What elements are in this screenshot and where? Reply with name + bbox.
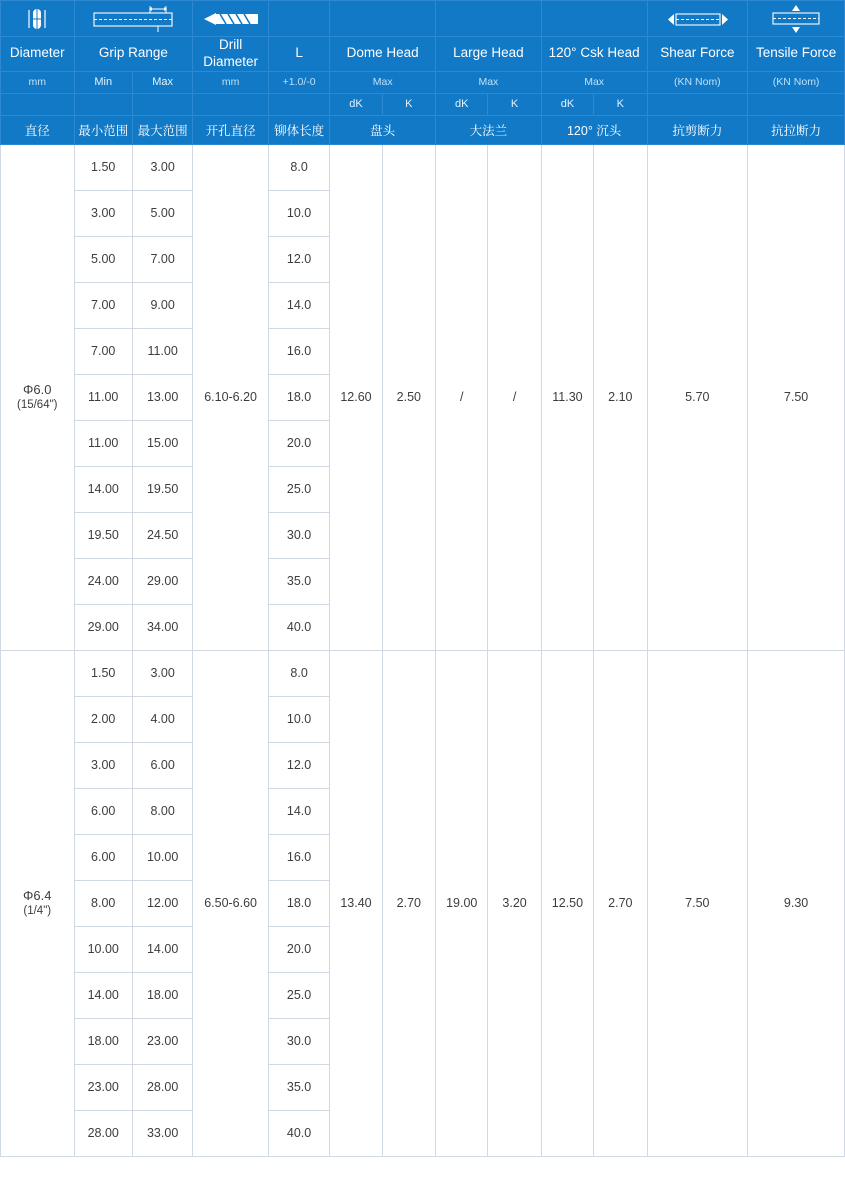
tensile-force-icon	[748, 2, 844, 36]
cell-length: 10.0	[268, 190, 329, 236]
spacer-length	[268, 93, 329, 115]
table-row	[1, 144, 845, 190]
cell-length: 40.0	[268, 604, 329, 650]
cell-large-dk: 19.00	[436, 650, 488, 1156]
cell-grip-max: 34.00	[132, 604, 192, 650]
col-unit-drill-diameter: mm	[193, 71, 269, 93]
cell-large-k: /	[488, 144, 541, 650]
cell-grip-max: 5.00	[132, 190, 192, 236]
cell-grip-min: 6.00	[74, 834, 132, 880]
cell-grip-min: 1.50	[74, 144, 132, 190]
cell-grip-min: 8.00	[74, 880, 132, 926]
cell-grip-min: 11.00	[74, 420, 132, 466]
cell-length: 8.0	[268, 144, 329, 190]
cell-length: 30.0	[268, 1018, 329, 1064]
cell-length: 35.0	[268, 558, 329, 604]
table-row	[1, 650, 845, 696]
cell-grip-max: 6.00	[132, 742, 192, 788]
col-cn-length: 铆体长度	[268, 115, 329, 144]
drill-diameter-icon-cell	[193, 1, 269, 37]
cell-grip-min: 23.00	[74, 1064, 132, 1110]
header-subcol-row	[1, 93, 845, 115]
cell-length: 8.0	[268, 650, 329, 696]
col-sub-grip-min: Min	[74, 71, 132, 93]
cell-length: 20.0	[268, 420, 329, 466]
col-sub-large-k: K	[488, 93, 541, 115]
col-unit-dome-head: Max	[330, 71, 436, 93]
header-chinese-row	[1, 115, 845, 144]
cell-csk-dk: 12.50	[541, 650, 593, 1156]
col-cn-drill-diameter: 开孔直径	[193, 115, 269, 144]
cell-dome-dk: 12.60	[330, 144, 382, 650]
cell-grip-max: 18.00	[132, 972, 192, 1018]
cell-grip-max: 23.00	[132, 1018, 192, 1064]
header-icon-row	[1, 1, 845, 37]
col-title-drill-diameter: Drill Diameter	[193, 37, 269, 72]
col-unit-shear-force: (KN Nom)	[647, 71, 748, 93]
cell-length: 12.0	[268, 742, 329, 788]
spacer-tensile	[748, 93, 845, 115]
cell-csk-dk: 11.30	[541, 144, 593, 650]
cell-grip-max: 33.00	[132, 1110, 192, 1156]
cell-grip-max: 7.00	[132, 236, 192, 282]
grip-range-icon	[75, 2, 193, 36]
cell-grip-max: 8.00	[132, 788, 192, 834]
cell-length: 16.0	[268, 328, 329, 374]
col-cn-grip-max: 最大范围	[132, 115, 192, 144]
cell-grip-max: 28.00	[132, 1064, 192, 1110]
col-sub-dome-dk: dK	[330, 93, 382, 115]
cell-length: 12.0	[268, 236, 329, 282]
cell-grip-max: 24.50	[132, 512, 192, 558]
cell-grip-min: 7.00	[74, 282, 132, 328]
cell-grip-min: 3.00	[74, 190, 132, 236]
col-unit-large-head: Max	[436, 71, 542, 93]
diameter-imperial: (1/4")	[23, 905, 52, 918]
drill-bit-icon	[193, 2, 268, 36]
spacer-diameter	[1, 93, 75, 115]
cell-tensile-force: 9.30	[748, 650, 845, 1156]
cell-length: 18.0	[268, 374, 329, 420]
cell-grip-max: 3.00	[132, 650, 192, 696]
diameter-imperial: (15/64")	[16, 399, 58, 412]
col-title-tensile-force: Tensile Force	[748, 37, 845, 72]
cell-grip-max: 13.00	[132, 374, 192, 420]
col-title-csk-head: 120° Csk Head	[541, 37, 647, 72]
col-title-length: L	[268, 37, 329, 72]
col-sub-csk-dk: dK	[541, 93, 593, 115]
large-head-icon-cell	[436, 1, 542, 37]
spacer-shear	[647, 93, 748, 115]
cell-csk-k: 2.70	[594, 650, 647, 1156]
col-cn-dome-head: 盘头	[330, 115, 436, 144]
header-title-row	[1, 37, 845, 72]
cell-tensile-force: 7.50	[748, 144, 845, 650]
length-icon-cell	[268, 1, 329, 37]
table-header	[1, 1, 845, 145]
col-cn-large-head: 大法兰	[436, 115, 542, 144]
cell-shear-force: 5.70	[647, 144, 748, 650]
cell-large-dk: /	[436, 144, 488, 650]
cell-grip-min: 6.00	[74, 788, 132, 834]
cell-shear-force: 7.50	[647, 650, 748, 1156]
col-cn-diameter: 直径	[1, 115, 75, 144]
cell-grip-min: 3.00	[74, 742, 132, 788]
cell-grip-max: 9.00	[132, 282, 192, 328]
cell-grip-min: 14.00	[74, 466, 132, 512]
cell-grip-min: 11.00	[74, 374, 132, 420]
col-unit-csk-head: Max	[541, 71, 647, 93]
cell-length: 16.0	[268, 834, 329, 880]
cell-grip-max: 15.00	[132, 420, 192, 466]
cell-dome-dk: 13.40	[330, 650, 382, 1156]
col-sub-grip-max: Max	[132, 71, 192, 93]
dome-head-icon-cell	[330, 1, 436, 37]
cell-dome-k: 2.50	[382, 144, 435, 650]
cell-grip-min: 19.50	[74, 512, 132, 558]
col-title-diameter: Diameter	[1, 37, 75, 72]
cell-grip-min: 28.00	[74, 1110, 132, 1156]
cell-drill-diameter: 6.50-6.60	[193, 650, 269, 1156]
cell-grip-min: 24.00	[74, 558, 132, 604]
diameter-icon-cell	[1, 1, 75, 37]
table-body	[1, 144, 845, 1156]
col-title-grip-range: Grip Range	[74, 37, 193, 72]
cell-grip-min: 1.50	[74, 650, 132, 696]
col-unit-diameter: mm	[1, 71, 75, 93]
diameter-value: Φ6.0	[23, 381, 52, 397]
spacer-grip-min	[74, 93, 132, 115]
cell-grip-min: 2.00	[74, 696, 132, 742]
col-cn-grip-min: 最小范围	[74, 115, 132, 144]
grip-range-icon-cell	[74, 1, 193, 37]
diameter-value: Φ6.4	[23, 887, 52, 903]
spacer-drill	[193, 93, 269, 115]
cell-length: 20.0	[268, 926, 329, 972]
shear-force-icon-cell	[647, 1, 748, 37]
col-unit-length: +1.0/-0	[268, 71, 329, 93]
cell-length: 10.0	[268, 696, 329, 742]
cell-length: 25.0	[268, 466, 329, 512]
cell-grip-min: 14.00	[74, 972, 132, 1018]
cell-csk-k: 2.10	[594, 144, 647, 650]
col-cn-tensile-force: 抗拉断力	[748, 115, 845, 144]
cell-length: 40.0	[268, 1110, 329, 1156]
cell-length: 18.0	[268, 880, 329, 926]
col-cn-csk-head: 120° 沉头	[541, 115, 647, 144]
cell-grip-max: 29.00	[132, 558, 192, 604]
cell-grip-min: 5.00	[74, 236, 132, 282]
spacer-grip-max	[132, 93, 192, 115]
rivet-diameter-icon	[1, 2, 74, 36]
cell-length: 14.0	[268, 788, 329, 834]
cell-length: 30.0	[268, 512, 329, 558]
cell-diameter	[1, 144, 75, 650]
col-sub-dome-k: K	[382, 93, 435, 115]
csk-head-icon-cell	[541, 1, 647, 37]
col-unit-tensile-force: (KN Nom)	[748, 71, 845, 93]
header-unit-row	[1, 71, 845, 93]
cell-large-k: 3.20	[488, 650, 541, 1156]
cell-grip-max: 19.50	[132, 466, 192, 512]
cell-dome-k: 2.70	[382, 650, 435, 1156]
cell-length: 25.0	[268, 972, 329, 1018]
col-title-large-head: Large Head	[436, 37, 542, 72]
cell-grip-max: 3.00	[132, 144, 192, 190]
cell-grip-max: 10.00	[132, 834, 192, 880]
cell-grip-max: 11.00	[132, 328, 192, 374]
tensile-force-icon-cell	[748, 1, 845, 37]
cell-grip-min: 7.00	[74, 328, 132, 374]
cell-grip-min: 18.00	[74, 1018, 132, 1064]
cell-grip-max: 12.00	[132, 880, 192, 926]
col-cn-shear-force: 抗剪断力	[647, 115, 748, 144]
cell-grip-min: 10.00	[74, 926, 132, 972]
shear-force-icon	[648, 2, 748, 36]
col-sub-csk-k: K	[594, 93, 647, 115]
col-sub-large-dk: dK	[436, 93, 488, 115]
cell-drill-diameter: 6.10-6.20	[193, 144, 269, 650]
cell-length: 14.0	[268, 282, 329, 328]
col-title-shear-force: Shear Force	[647, 37, 748, 72]
cell-grip-min: 29.00	[74, 604, 132, 650]
cell-length: 35.0	[268, 1064, 329, 1110]
cell-grip-max: 14.00	[132, 926, 192, 972]
cell-diameter	[1, 650, 75, 1156]
cell-grip-max: 4.00	[132, 696, 192, 742]
col-title-dome-head: Dome Head	[330, 37, 436, 72]
